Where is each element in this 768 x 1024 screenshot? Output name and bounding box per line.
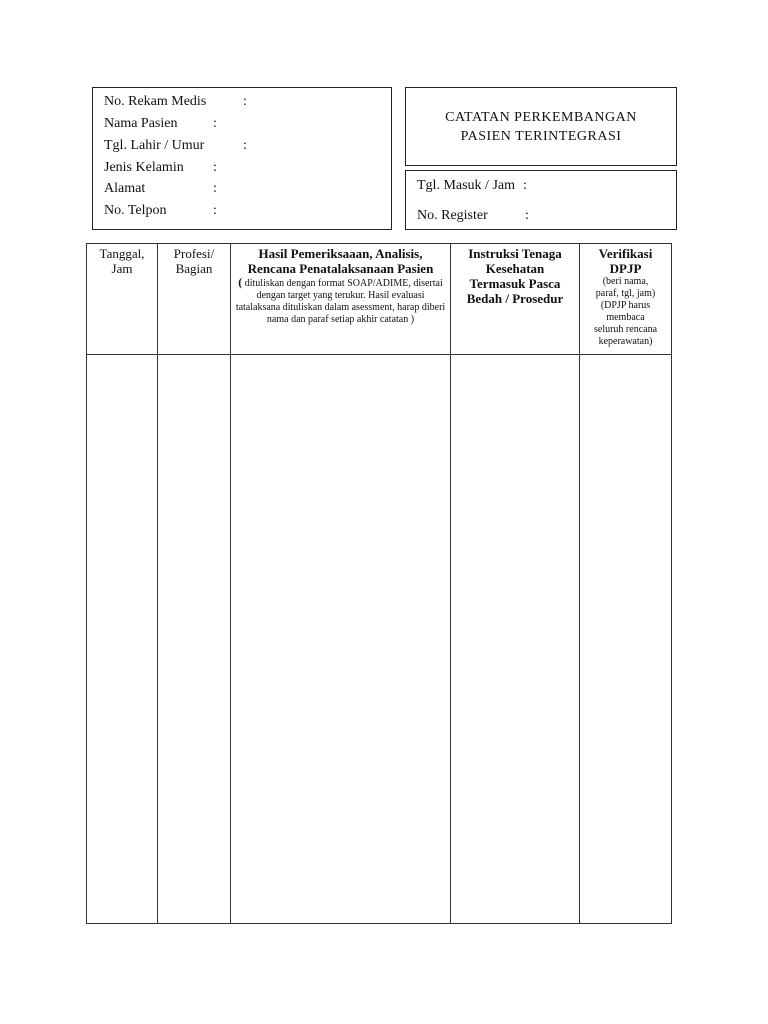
title-line-1: CATATAN PERKEMBANGAN <box>445 110 637 125</box>
document-title-box <box>405 87 677 166</box>
field-alamat <box>104 181 217 197</box>
header-line: Kesehatan <box>485 261 545 276</box>
header-note-line: (beri nama, <box>602 276 649 287</box>
header-line: Tanggal, <box>99 246 145 261</box>
field-no-register <box>417 208 529 224</box>
patient-identity-box <box>92 87 392 230</box>
header-note-line: (DPJP harus <box>600 300 651 311</box>
field-label: No. Rekam Medis <box>104 94 207 109</box>
cell-hasil-pemeriksaan[interactable] <box>231 355 451 924</box>
field-colon: : <box>243 138 247 153</box>
field-label: Tgl. Masuk / Jam <box>417 178 515 193</box>
admission-box <box>405 170 677 230</box>
header-note <box>231 276 450 326</box>
cell-tanggal-jam[interactable] <box>87 355 158 924</box>
table-header-row <box>87 244 672 355</box>
field-rekam-medis <box>104 94 247 110</box>
header-line: Bedah / Prosedur <box>466 291 564 306</box>
field-label: No. Register <box>417 208 488 223</box>
header-note-line: keperawatan) <box>598 336 653 347</box>
header-line: Profesi/ <box>173 246 215 261</box>
field-label: Tgl. Lahir / Umur <box>104 138 205 153</box>
header-line: Verifikasi <box>598 246 653 261</box>
header-line: Jam <box>111 261 133 276</box>
header-instruksi <box>451 244 580 355</box>
header-line: Rencana Penatalaksanaan Pasien <box>247 261 434 276</box>
header-profesi-bagian <box>158 244 231 355</box>
header-line: Termasuk Pasca <box>469 276 561 291</box>
header-tanggal-jam <box>87 244 158 355</box>
header-note-line: membaca <box>606 312 645 323</box>
header-note-text: dituliskan dengan format SOAP/ADIME, disertai dengan target yang terukur. Hasil evaluasi tatalaksana dituliskan dalam asessment, harap diberi nama dan paraf setiap akhir catatan ) <box>235 278 446 325</box>
title-line-2: PASIEN TERINTEGRASI <box>460 129 622 144</box>
field-colon: : <box>525 208 529 223</box>
cell-verifikasi[interactable] <box>580 355 672 924</box>
field-label: No. Telpon <box>104 203 167 218</box>
field-colon: : <box>213 181 217 196</box>
field-colon: : <box>213 203 217 218</box>
header-paren: ( <box>238 275 243 289</box>
header-line: Instruksi Tenaga <box>468 246 562 261</box>
field-label: Nama Pasien <box>104 116 178 131</box>
document-title <box>406 108 676 146</box>
field-tgl-lahir <box>104 138 247 154</box>
header-verifikasi-dpjp <box>580 244 672 355</box>
field-label: Jenis Kelamin <box>104 160 184 175</box>
field-colon: : <box>213 116 217 131</box>
field-colon: : <box>243 94 247 109</box>
table-row <box>87 355 672 924</box>
header-line: DPJP <box>609 261 642 276</box>
header-note-line: paraf, tgl, jam) <box>595 288 656 299</box>
field-tgl-masuk <box>417 178 527 194</box>
header-line: Bagian <box>175 261 213 276</box>
field-colon: : <box>213 160 217 175</box>
field-nama-pasien <box>104 116 217 132</box>
field-telpon <box>104 203 217 219</box>
header-hasil-pemeriksaan <box>231 244 451 355</box>
header-line: Hasil Pemeriksaaan, Analisis, <box>258 246 423 261</box>
cell-profesi-bagian[interactable] <box>158 355 231 924</box>
header-note-line: seluruh rencana <box>593 324 658 335</box>
cell-instruksi[interactable] <box>451 355 580 924</box>
field-colon: : <box>523 178 527 193</box>
progress-notes-table <box>86 243 672 924</box>
field-label: Alamat <box>104 181 146 196</box>
field-jenis-kelamin <box>104 160 217 176</box>
